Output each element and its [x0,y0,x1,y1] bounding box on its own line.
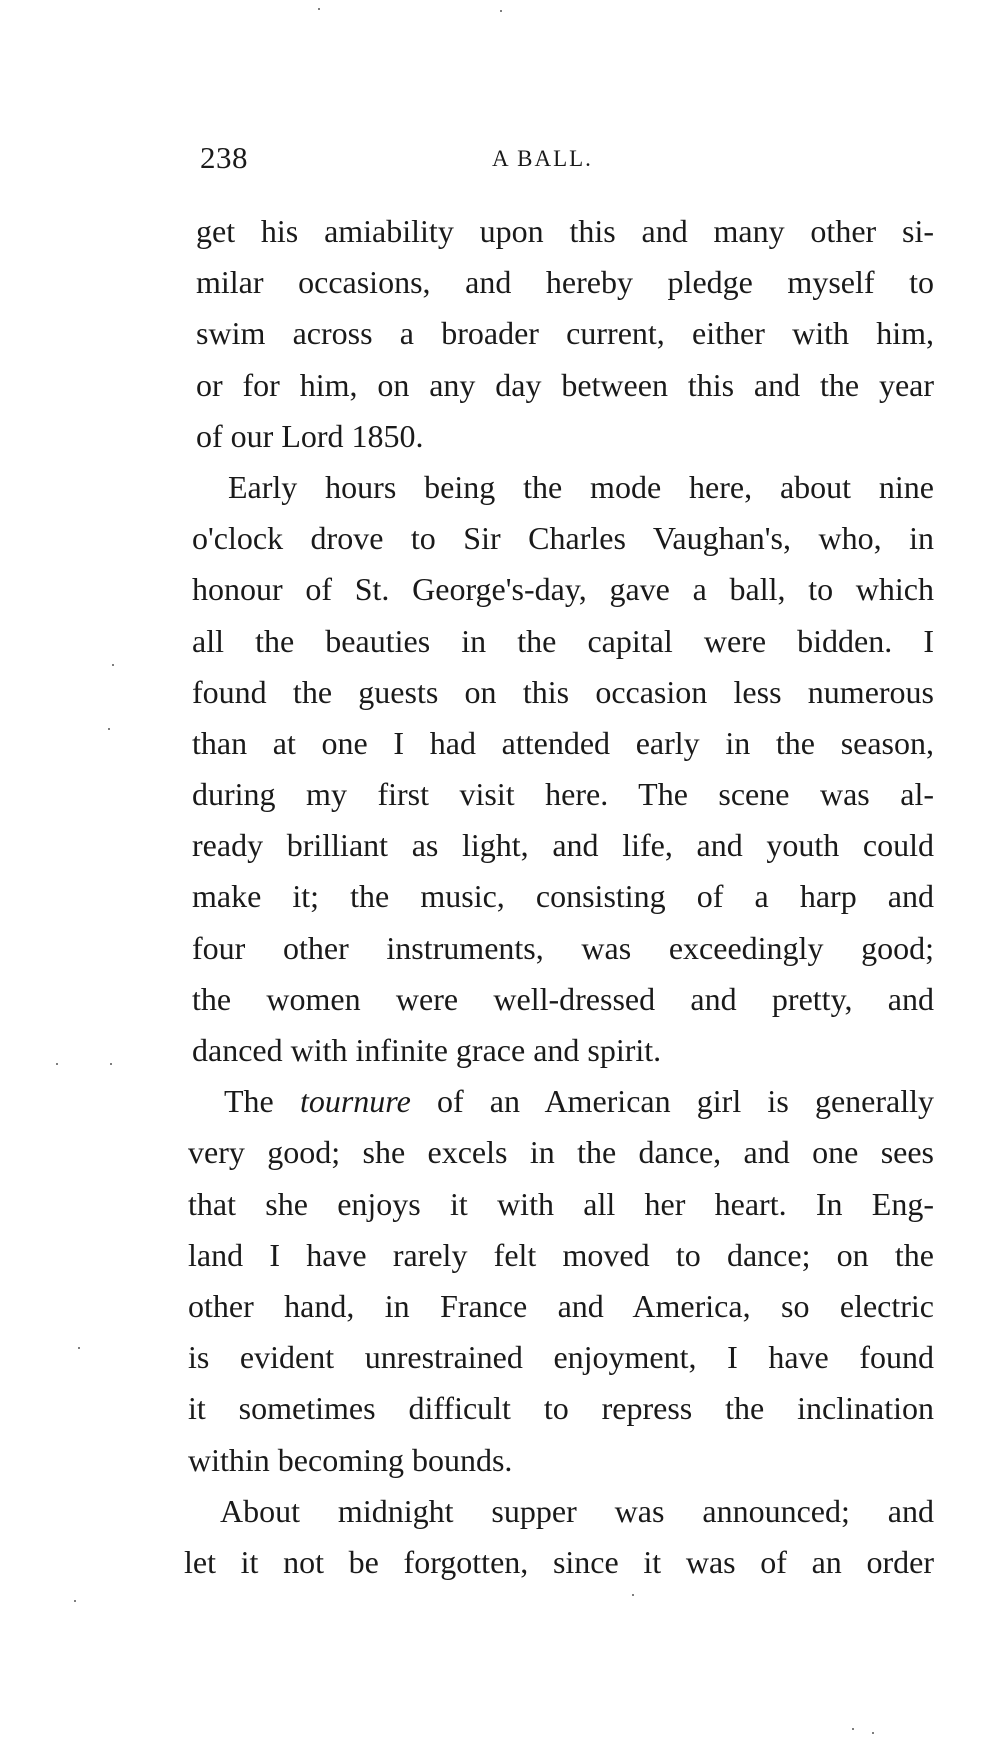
text-line: the women were well-dressed and pretty, and [192,980,934,1017]
scan-speck [112,664,114,666]
text-line: let it not be forgotten, since it was of an order [184,1543,934,1580]
text-line: honour of St. George's-day, gave a ball, to which [192,571,934,608]
text-line: milar occasions, and hereby pledge myself to [196,264,934,301]
text-line: is evident unrestrained enjoyment, I have found [188,1339,934,1376]
text-line: of our Lord 1850. [196,417,424,454]
running-title: A BALL. [492,146,593,171]
paragraph-1 [196,206,934,462]
text-line: during my first visit here. The scene was al- [192,776,934,813]
text-line: within becoming bounds. [188,1441,513,1478]
scan-speck [56,1063,58,1065]
scan-speck [872,1732,874,1734]
text-line: very good; she excels in the dance, and one sees [188,1134,934,1171]
paragraph-4 [184,1486,934,1588]
paragraph-2 [192,462,934,1076]
running-head [200,140,640,180]
text-line: swim across a broader current, either with him, [196,315,934,352]
text-line: it sometimes difficult to repress the inclination [188,1390,934,1427]
text-line: ready brilliant as light, and life, and youth could [192,827,934,864]
text-line: four other instruments, was exceedingly good; [192,929,934,966]
scan-speck [74,1600,76,1602]
text-line: o'clock drove to Sir Charles Vaughan's, who, in [192,520,934,557]
scan-speck [632,1594,634,1596]
text-line: make it; the music, consisting of a harp and [192,878,934,915]
text-line-first [188,1076,934,1127]
text-line: than at one I had attended early in the season, [192,724,934,761]
text-line: About midnight supper was announced; and [220,1492,934,1529]
paragraph-3 [188,1076,934,1486]
text-line: danced with infinite grace and spirit. [192,1032,662,1068]
scan-speck [500,10,502,12]
text-run: of an American girl is generally [410,1083,935,1120]
text-line: all the beauties in the capital were bidden. I [192,622,934,659]
page-number: 238 [200,140,248,175]
italic-word: tournure [299,1083,411,1120]
text-line: Early hours being the mode here, about nine [228,468,934,505]
text-line: or for him, on any day between this and the year [196,366,934,403]
text-line: land I have rarely felt moved to dance; on the [188,1236,934,1273]
scan-speck [318,8,320,10]
scan-speck [78,1347,80,1349]
body-text [184,206,935,1588]
scan-speck [852,1728,854,1730]
text-line: found the guests on this occasion less numerous [192,673,934,710]
scan-speck [110,1063,112,1065]
text-line: get his amiability upon this and many other si- [196,213,934,249]
text-line: that she enjoys it with all her heart. In Eng- [188,1185,934,1222]
text-line: other hand, in France and America, so electric [188,1287,934,1324]
text-run: The [224,1083,300,1120]
scan-speck [108,728,110,730]
